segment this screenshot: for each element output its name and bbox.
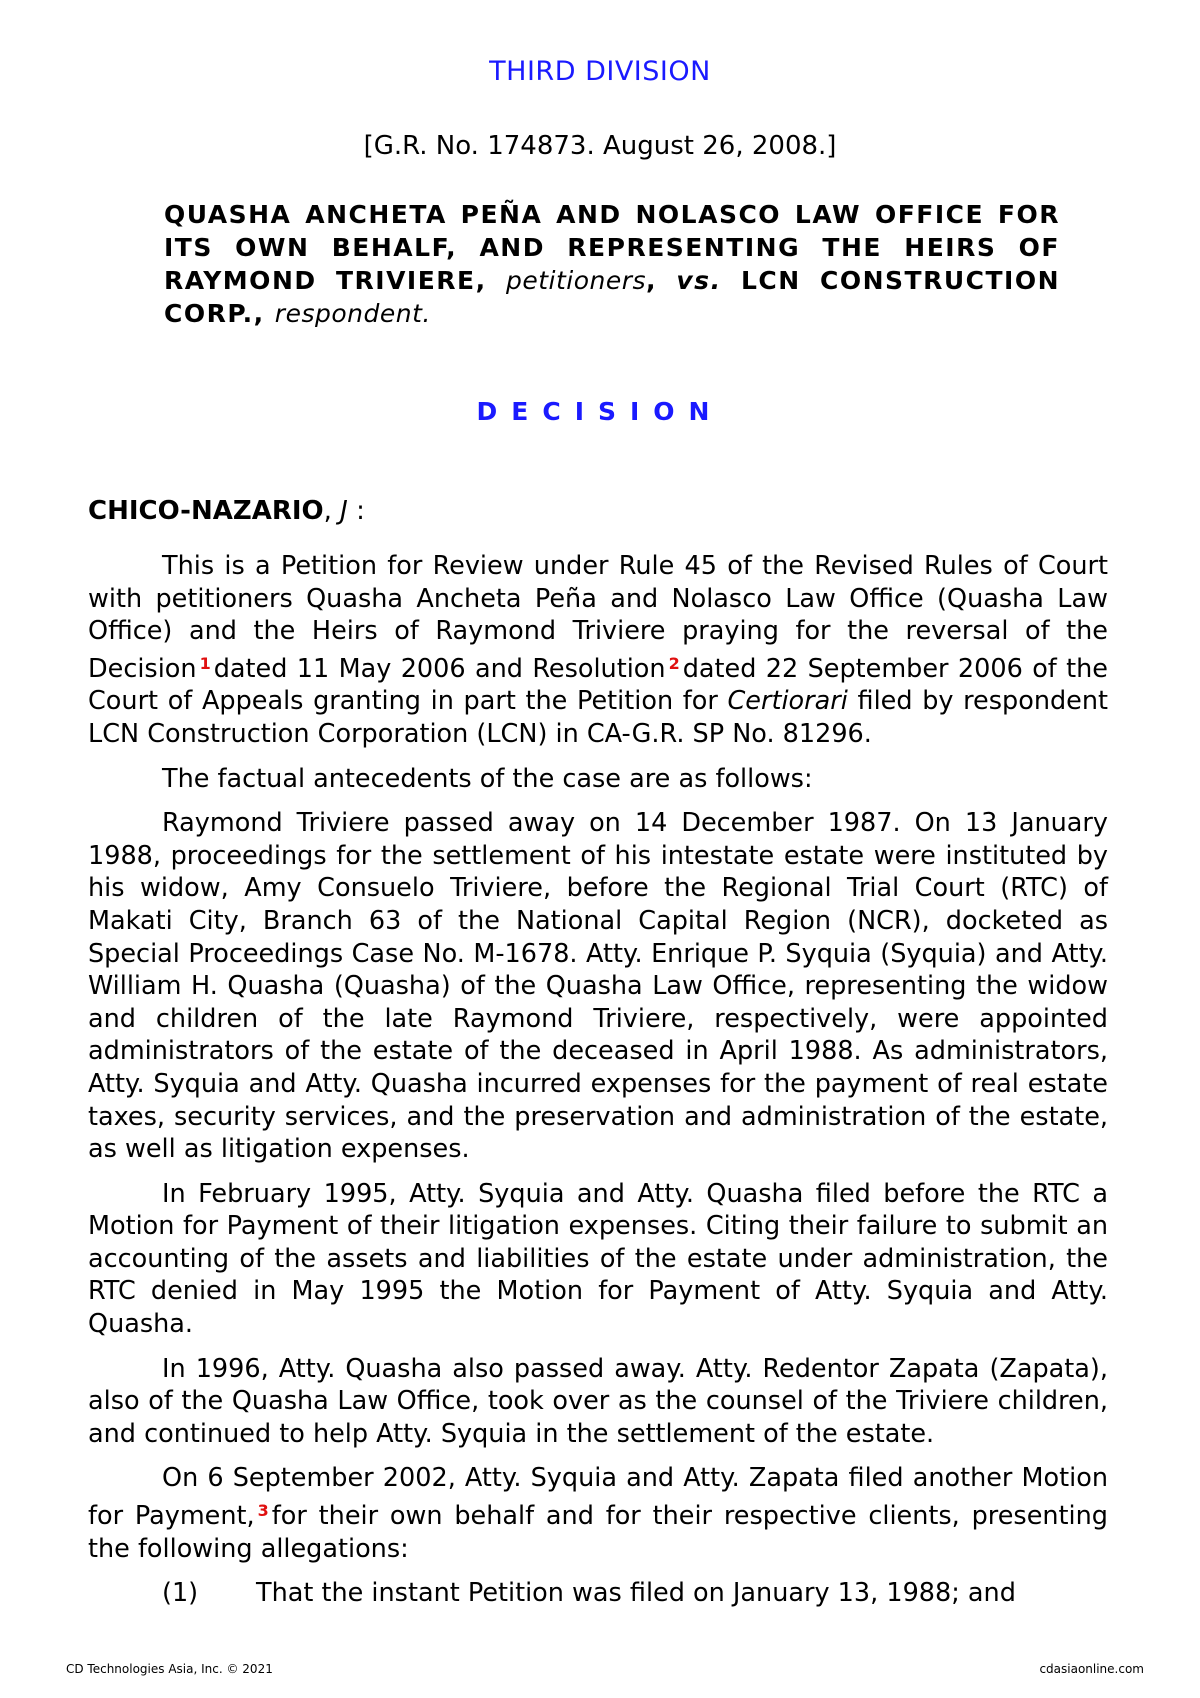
paragraph-text: On 6 September 2002, Atty. Syquia and Atty. Zapata filed another Motion for Payment, (88, 1463, 1108, 1532)
decision-heading: DECISION (476, 397, 724, 426)
ponente: CHICO-NAZARIO, J : (88, 496, 365, 526)
list-item (88, 1577, 1108, 1610)
footer-site: cdasiaonline.com (1039, 1662, 1144, 1676)
footnote-ref-2[interactable]: 2 (668, 653, 680, 673)
ponente-name: CHICO-NAZARIO (88, 496, 324, 526)
respondent-role: respondent (274, 299, 423, 328)
respondent-name: LCN CONSTRUCTION CORP. (164, 266, 1060, 328)
decision-body (88, 550, 1108, 1610)
paragraph-text: This is a Petition for Review under Rule 45 of the Revised Rules of Court with petitioners Quasha Ancheta Peña and Nolasco Law Office (Quasha Law Office) and the Heirs of Raymond Triviere praying for the reversal of the Decision (88, 551, 1108, 684)
ponente-title: J (340, 496, 348, 526)
footnote-ref-1[interactable]: 1 (199, 653, 211, 673)
list-item-text: That the instant Petition was filed on January 13, 1988; and (256, 1578, 1016, 1609)
list-item-number: (1) (162, 1578, 199, 1609)
paragraph-text: filed by respondent LCN Construction Corporation (LCN) in CA-G.R. SP No. 81296. (88, 686, 1109, 749)
paragraph-2: The factual antecedents of the case are as follows: (162, 763, 813, 794)
versus-label: vs. (676, 266, 722, 295)
case-parties: QUASHA ANCHETA PEÑA AND NOLASCO LAW OFFICE FOR ITS OWN BEHALF, AND REPRESENTING THE HEIRS OF RAYMOND TRIVIERE, petitioners, vs. LCN CONSTRUCTION CORP., respondent. (164, 200, 1060, 328)
case-number: [G.R. No. 174873. August 26, 2008.] (363, 131, 837, 161)
paragraph-5: In 1996, Atty. Quasha also passed away. Atty. Redentor Zapata (Zapata), also of the Quasha Law Office, took over as the counsel of the Triviere children, and continued to help Atty. Syquia in the settlement of the estate. (88, 1353, 1108, 1449)
paragraph-1 (88, 550, 1108, 751)
petitioner-name: QUASHA ANCHETA PEÑA AND NOLASCO LAW OFFICE FOR ITS OWN BEHALF, AND REPRESENTING THE HEIRS OF RAYMOND TRIVIERE (164, 200, 1060, 295)
paragraph-text: for their own behalf and for their respective clients, presenting the following allegations: (88, 1501, 1108, 1564)
footnote-ref-3[interactable]: 3 (257, 1501, 269, 1521)
paragraph-6 (88, 1462, 1108, 1565)
italic-term: Certiorari (727, 686, 848, 717)
paragraph-4: In February 1995, Atty. Syquia and Atty. Quasha filed before the RTC a Motion for Payment of their litigation expenses. Citing their failure to submit an accounting of the assets and liabilities of the estate under administration, the RTC denied in May 1995 the Motion for Payment of Atty. Syquia and Atty. Quasha. (88, 1178, 1108, 1340)
paragraph-text: dated 11 May 2006 and Resolution (213, 653, 666, 684)
footer-copyright: CD Technologies Asia, Inc. © 2021 (66, 1662, 273, 1676)
paragraph-3: Raymond Triviere passed away on 14 December 1987. On 13 January 1988, proceedings for the settlement of his intestate estate were instituted by his widow, Amy Consuelo Triviere, before the Regional Trial Court (RTC) of Makati City, Branch 63 of the National Capital Region (NCR), docketed as Special Proceedings Case No. M-1678. Atty. Enrique P. Syquia (Syquia) and Atty. William H. Quasha (Quasha) of the Quasha Law Office, representing the widow and children of the late Raymond Triviere, respectively, were appointed administrators of the estate of the deceased in April 1988. As administrators, Atty. Syquia and Atty. Quasha incurred expenses for the payment of real estate taxes, security services, and the preservation and administration of the estate, as well as litigation expenses. (88, 808, 1108, 1165)
division-heading: THIRD DIVISION (489, 56, 711, 87)
petitioner-role: petitioners (505, 266, 647, 295)
paragraph-text: dated 22 September 2006 of the Court of Appeals granting in part the Petition for (88, 653, 1108, 717)
